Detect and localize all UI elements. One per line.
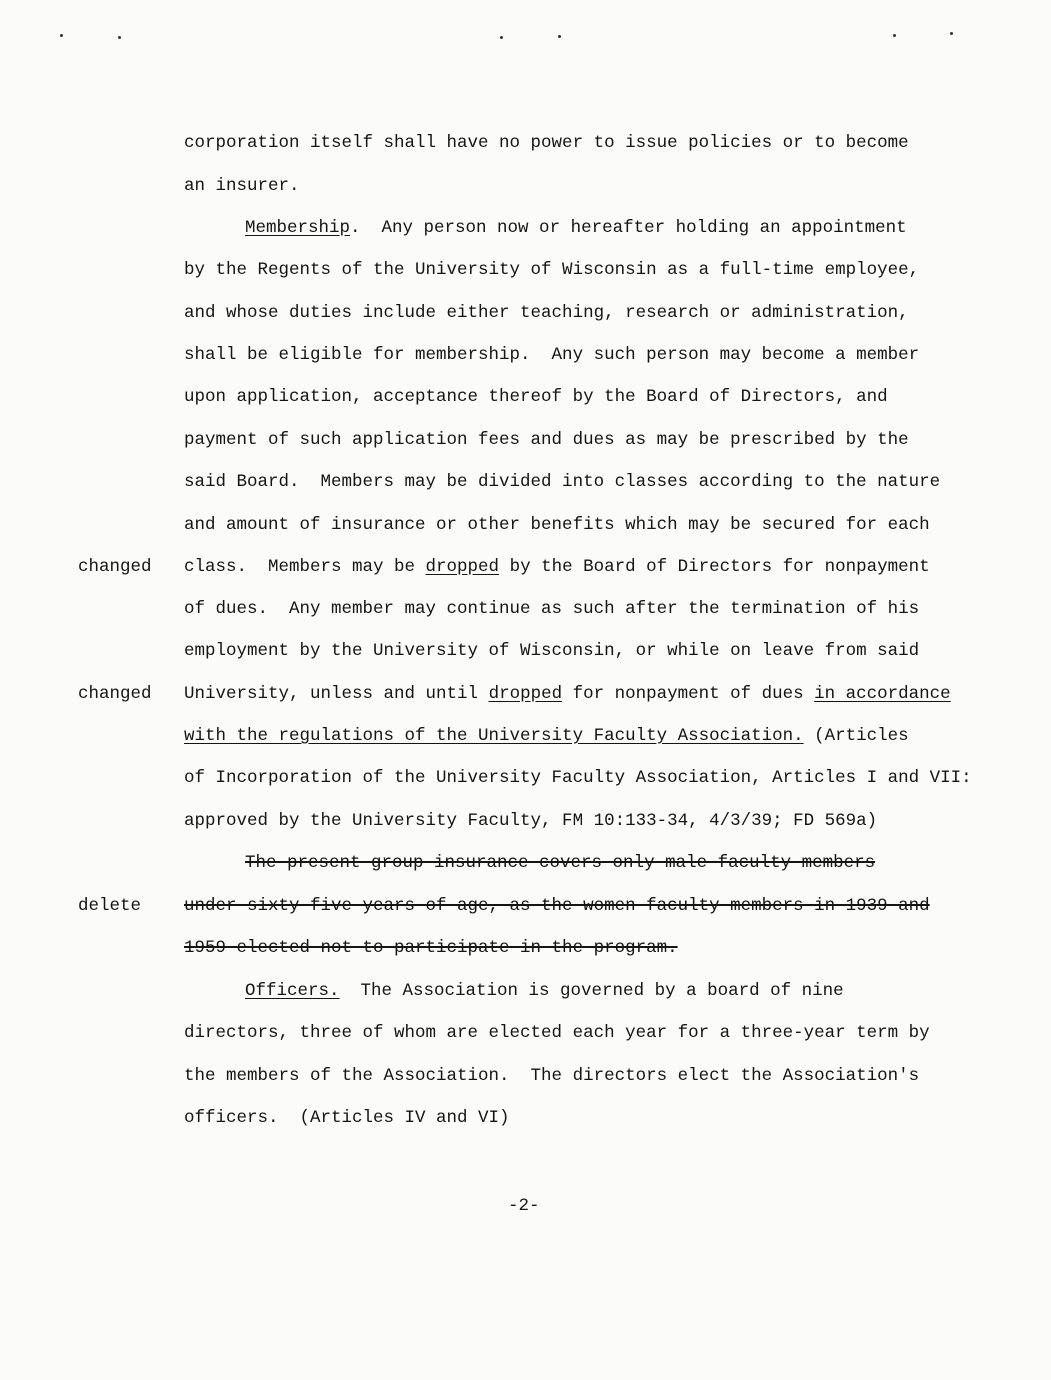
- text-segment: The Association is governed by a board of nine: [339, 981, 844, 1001]
- text-segment: of dues. Any member may continue as such after the termination of his: [184, 599, 920, 619]
- text-line: [184, 896, 930, 916]
- text-line: [184, 599, 919, 619]
- underlined-text: with the regulations of the University Faculty Association.: [184, 726, 804, 746]
- margin-note: changed: [78, 557, 152, 577]
- text-line: [184, 260, 919, 280]
- text-line: [245, 218, 907, 238]
- underlined-text: in accordance: [814, 684, 951, 704]
- struck-text: 1959 elected not to participate in the program.: [184, 938, 678, 958]
- text-line: [184, 1066, 919, 1086]
- text-segment: upon application, acceptance thereof by the Board of Directors, and: [184, 387, 888, 407]
- speck-mark: [558, 35, 561, 38]
- text-segment: for nonpayment of dues: [562, 684, 815, 704]
- speck-mark: [893, 34, 896, 37]
- speck-mark: [118, 36, 121, 39]
- text-segment: said Board. Members may be divided into classes according to the nature: [184, 472, 941, 492]
- text-segment: shall be eligible for membership. Any such person may become a member: [184, 345, 920, 365]
- text-segment: employment by the University of Wisconsin, or while on leave from said: [184, 641, 920, 661]
- speck-mark: [500, 36, 503, 39]
- text-line: [184, 430, 909, 450]
- text-line: [184, 1108, 510, 1128]
- text-line: [184, 641, 919, 661]
- text-line: [245, 981, 844, 1001]
- text-line: [184, 768, 972, 788]
- underlined-text: Membership: [245, 218, 351, 238]
- page-number: -2-: [508, 1196, 540, 1216]
- text-segment: by the Board of Directors for nonpayment: [499, 557, 930, 577]
- underlined-text: Officers.: [245, 981, 340, 1001]
- text-line: [184, 345, 919, 365]
- text-segment: by the Regents of the University of Wisconsin as a full-time employee,: [184, 260, 920, 280]
- text-segment: payment of such application fees and dues as may be prescribed by the: [184, 430, 909, 450]
- speck-mark: [60, 34, 63, 37]
- text-line: [184, 387, 888, 407]
- text-segment: directors, three of whom are elected each year for a three-year term by: [184, 1023, 930, 1043]
- text-line: [184, 684, 951, 704]
- struck-text: The present group insurance covers only male faculty members: [245, 853, 876, 873]
- text-segment: of Incorporation of the University Faculty Association, Articles I and VII:: [184, 768, 972, 788]
- text-segment: an insurer.: [184, 176, 300, 196]
- speck-mark: [950, 32, 953, 35]
- text-line: [245, 853, 875, 873]
- text-line: [184, 472, 940, 492]
- text-line: [184, 303, 909, 323]
- text-segment: approved by the University Faculty, FM 10:133-34, 4/3/39; FD 569a): [184, 811, 878, 831]
- text-line: [184, 726, 909, 746]
- text-line: [184, 557, 930, 577]
- text-segment: and amount of insurance or other benefits which may be secured for each: [184, 515, 930, 535]
- text-line: [184, 938, 678, 958]
- text-segment: . Any person now or hereafter holding an appointment: [350, 218, 907, 238]
- text-segment: University, unless and until: [184, 684, 489, 704]
- text-line: [184, 1023, 930, 1043]
- text-line: [184, 515, 930, 535]
- underlined-text: dropped: [425, 557, 500, 577]
- text-segment: and whose duties include either teaching, research or administration,: [184, 303, 909, 323]
- text-segment: officers. (Articles IV and VI): [184, 1108, 510, 1128]
- text-segment: (Articles: [803, 726, 909, 746]
- margin-note: changed: [78, 684, 152, 704]
- text-segment: class. Members may be: [184, 557, 426, 577]
- underlined-text: dropped: [488, 684, 563, 704]
- text-line: [184, 133, 909, 153]
- struck-text: under sixty-five years of age, as the women faculty members in 1939 and: [184, 896, 930, 916]
- text-segment: corporation itself shall have no power to issue policies or to become: [184, 133, 909, 153]
- margin-note: delete: [78, 896, 142, 916]
- text-line: [184, 176, 300, 196]
- text-line: [184, 811, 877, 831]
- text-segment: the members of the Association. The directors elect the Association's: [184, 1066, 920, 1086]
